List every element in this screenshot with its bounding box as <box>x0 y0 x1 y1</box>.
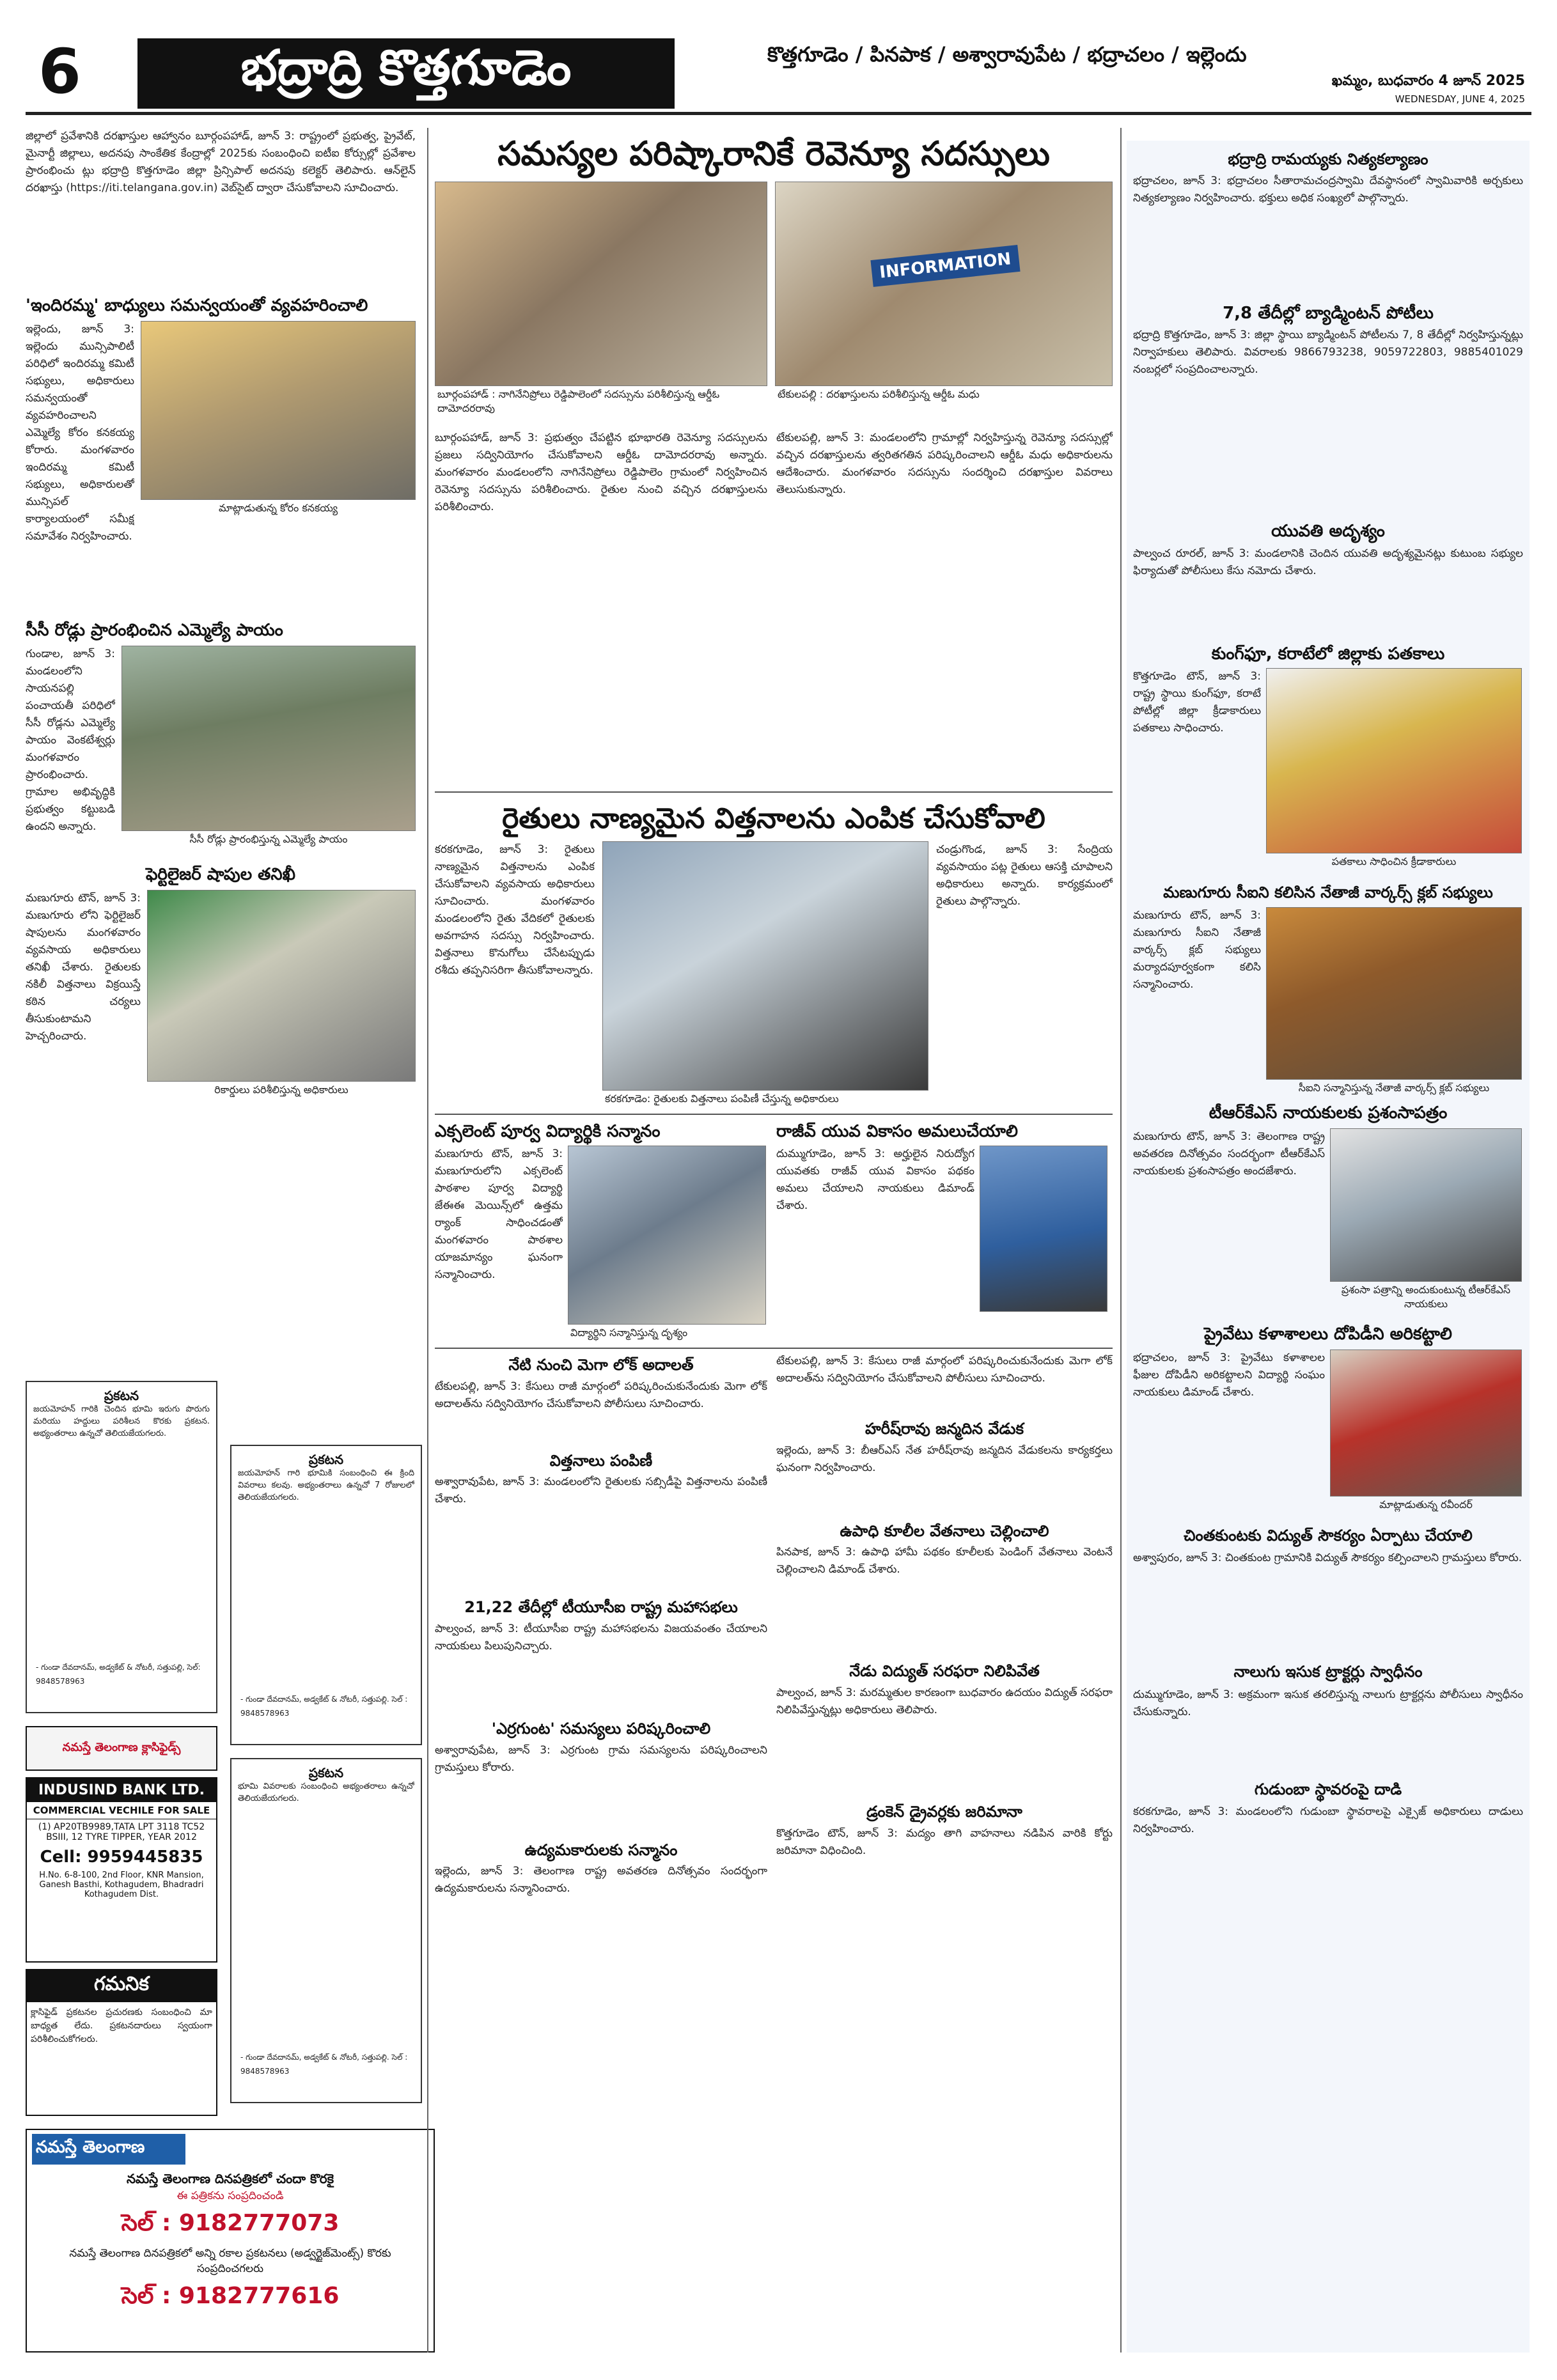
column-center <box>435 128 1113 2353</box>
notice-text: భూమి వివరాలకు సంబంధించి అభ్యంతరాలు ఉన్నచో తెలియజేయగలరు. <box>238 1782 414 1803</box>
brief-text: కొత్తగూడెం టౌన్, జూన్ 3: మద్యం తాగి వాహనాలు నడిపిన వారికి కోర్టు జరిమానా విధించింది. <box>776 1826 1113 1857</box>
story-indiramma-text: ఇల్లెందు, జూన్ 3: ఇల్లెందు మున్సిపాలిటీ పరిధిలో ఇందిరమ్మ కమిటీ సభ్యులు, అధికారులు సమన్వయంతో వ్యవహరించాలని ఎమ్మెల్యే కోరం కనకయ్య కోరారు. మంగళవారం ఇందిరమ్మ కమిటీ సభ్యులు, అధికారులతో మున్సిపల్ కార్యాలయంలో సమీక్ష సమావేశం నిర్వహించారు. <box>26 322 134 543</box>
brief-headline: నేడు విద్యుత్ సరఫరా నిలిపివేత <box>849 1662 1040 1681</box>
bank-phone: Cell: 9959445835 <box>40 1847 203 1867</box>
photo-caption: టేకులపల్లి : దరఖాస్తులను పరిశీలిస్తున్న ఆర్డీఓ మధు <box>778 387 980 400</box>
notice-contact: - గుండా దేవదానమ్, అడ్వకేట్ & నోటరీ, సత్తుపల్లి, సెల్: 9848578963 <box>36 1663 201 1686</box>
photo-revenue-meeting-2 <box>775 182 1113 386</box>
photo-trkgs-certificate <box>1330 1128 1522 1282</box>
brief-text: టేకులపల్లి, జూన్ 3: కేసులు రాజీ మార్గంలో పరిష్కరించుకునేందుకు మెగా లోక్ అదాలత్‌ను సద్వినియోగం చేసుకోవాలని పోలీసులు సూచించారు. <box>435 1380 767 1410</box>
brief-text: పాల్వంచ, జూన్ 3: మరమ్మతుల కారణంగా బుధవారం ఉదయం విద్యుత్ సరఫరా నిలిపివేస్తున్నట్లు అధికారులు తెలిపారు. <box>776 1686 1113 1717</box>
nt-line-2: ఈ పత్రికను సంప్రదించండి <box>176 2189 284 2202</box>
column-divider <box>1120 128 1122 2353</box>
photo-excellent-student <box>568 1146 766 1325</box>
excellent-text: మణుగూరు టౌన్, జూన్ 3: మణుగూరులోని ఎక్సలెంట్ పాఠశాల పూర్వ విద్యార్థి జేఈఈ మెయిన్స్‌లో ఉత్తమ ర్యాంక్ సాధించడంతో మంగళవారం పాఠశాల యాజమాన్యం ఘనంగా సన్మానించారు. <box>435 1147 563 1282</box>
gamanika-title: గమనిక <box>27 1970 216 2002</box>
nt-phone-1: సెల్ : 9182777073 <box>121 2210 340 2236</box>
notice-title: ప్రకటన <box>104 1388 139 1403</box>
nt-line-3: నమస్తే తెలంగాణ దినపత్రికలో అన్ని రకాల ప్రకటనలు (అడ్వర్టైజ్‌మెంట్స్) కొరకు సంప్రదించగలరు <box>69 2247 391 2275</box>
edition-places: కొత్తగూడెం / పినపాక / అశ్వారావుపేట / భద్రాచలం / ఇల్లెందు <box>767 42 1247 66</box>
column-right <box>1127 141 1530 2353</box>
brief-text: పాల్వంచ, జూన్ 3: టీయూసీఐ రాష్ట్ర మహాసభలను విజయవంతం చేయాలని నాయకులు పిలుపునిచ్చారు. <box>435 1622 767 1653</box>
notice-title: ప్రకటన <box>308 1452 344 1467</box>
information-sign: INFORMATION <box>870 245 1020 287</box>
photo-rajiv-leader <box>980 1146 1107 1312</box>
photo-fertilizer-shop <box>147 890 416 1082</box>
story-text: భద్రాచలం, జూన్ 3: భద్రాచలం సీతారామచంద్రస్వామి దేవస్థానంలో స్వామివారికి అర్చకులు నిత్యకల్యాణం నిర్వహించారు. భక్తులు అధిక సంఖ్యలో పాల్గొన్నారు. <box>1133 174 1523 205</box>
masthead <box>26 24 1531 115</box>
notice-text: జయమోహన్ గారికి చెందిన భూమి ఇరుగు పొరుగు మరియు హద్దులు పరిశీలన కొరకు ప్రకటన. అభ్యంతరాలు ఉన్నచో తెలియజేయగలరు. <box>33 1404 210 1438</box>
lead-story-text: జిల్లాలో ప్రవేశానికి దరఖాస్తుల ఆహ్వానం బూర్గంపహాడ్, జూన్ 3: రాష్ట్రంలో ప్రభుత్వ, ప్రైవేట్, మైనార్టీ జిల్లాలు, అదనపు సాంకేతిక కేంద్రాల్లో 2025కు సంబంధించి ఐటీఐ కోర్సుల్లో ప్రవేశాల ప్రారంభించు ట్లు భద్రాద్రి కొత్తగూడెం జిల్లా ప్రిన్సిపాల్ అదనపు కలెక్టర్ తెలిపారు. ఆన్‌లైన్ దరఖాస్తు (https://iti.telangana.gov.in) వెబ్‌సైట్ ద్వారా చేసుకోవాలని సూచించారు. <box>26 130 416 194</box>
photo-cc-roads <box>121 646 416 831</box>
story-headline: నాలుగు ఇసుక ట్రాక్టర్లు స్వాధీనం <box>1233 1663 1423 1681</box>
story-indiramma-headline: 'ఇందిరమ్మ' బాధ్యులు సమన్వయంతో వ్యవహరించాలి <box>26 296 368 315</box>
divider <box>435 791 1113 793</box>
story-headline: భద్రాద్రి రామయ్యకు నిత్యకల్యాణం <box>1228 150 1428 168</box>
story-text: భద్రాచలం, జూన్ 3: ప్రైవేటు కళాశాలల ఫీజుల దోపిడీని అరికట్టాలని విద్యార్థి సంఘం నాయకులు డిమాండ్ చేశారు. <box>1133 1351 1325 1399</box>
brief-headline: 'ఎర్రగుంట' సమస్యలు పరిష్కరించాలి <box>491 1720 711 1738</box>
bank-address: H.No. 6-8-100, 2nd Floor, KNR Mansion, Ganesh Basthi, Kothagudem, Bhadradri Kothagudem Dist. <box>39 1871 204 1899</box>
photo-caption: కరకగూడెం: రైతులకు విత్తనాలు పంపిణీ చేస్తున్న అధికారులు <box>605 1093 839 1105</box>
story-text: పాల్వంచ రూరల్, జూన్ 3: మండలానికి చెందిన యువతి అదృశ్యమైనట్లు కుటుంబ సభ్యుల ఫిర్యాదుతో పోలీసులు కేసు నమోదు చేశారు. <box>1133 547 1523 578</box>
date-english: WEDNESDAY, JUNE 4, 2025 <box>1395 93 1525 105</box>
story-cc-roads-text: గుండాల, జూన్ 3: మండలంలోని సాయనపల్లి పంచాయతీ పరిధిలో సీసీ రోడ్లను ఎమ్మెల్యే పాయం వెంకటేశ్వర్లు మంగళవారం ప్రారంభించారు. గ్రామాల అభివృద్ధికి ప్రభుత్వం కట్టుబడి ఉందని అన్నారు. <box>26 647 115 833</box>
divider <box>435 1114 1113 1115</box>
story-cc-roads-headline: సీసీ రోడ్లు ప్రారంభించిన ఎమ్మెల్యే పాయం <box>26 620 283 640</box>
nt-line-1: నమస్తే తెలంగాణ దినపత్రికలో చందా కొరకై <box>126 2171 334 2186</box>
story-text: అశ్వాపురం, జూన్ 3: చింతకుంట గ్రామానికి విద్యుత్ సౌకర్యం కల్పించాలని గ్రామస్తులు కోరారు. <box>1133 1552 1522 1565</box>
nt-logo: నమస్తే తెలంగాణ <box>32 2134 185 2165</box>
story-headline: 7,8 తేదీల్లో బ్యాడ్మింటన్ పోటీలు <box>1223 303 1434 323</box>
excellent-headline: ఎక్సలెంట్ పూర్వ విద్యార్థికి సన్మానం <box>435 1122 661 1142</box>
notice-title: ప్రకటన <box>308 1765 344 1780</box>
brief-headline: ఉపాధి కూలీల వేతనాలు చెల్లించాలి <box>840 1521 1049 1540</box>
photo-revenue-meeting-1 <box>435 182 767 386</box>
seeds-headline: రైతులు నాణ్యమైన విత్తనాలను ఎంపిక చేసుకోవాలి <box>502 802 1045 835</box>
brief-headline: నేటి నుంచి మెగా లోక్ అదాలత్ <box>508 1356 694 1374</box>
notice-contact: - గుండా దేవదానమ్, అడ్వకేట్ & నోటరీ, సత్తుపల్లి. సెల్ : 9848578963 <box>240 1695 408 1718</box>
photo-caption: రికార్డులు పరిశీలిస్తున్న అధికారులు <box>214 1083 348 1096</box>
divider <box>435 1348 1113 1349</box>
photo-caption: సీఐని సన్మానిస్తున్న నేతాజీ వార్కర్స్ క్లబ్ సభ్యులు <box>1298 1081 1490 1094</box>
brief-text: అశ్వారావుపేట, జూన్ 3: మండలంలోని రైతులకు సబ్సిడీపై విత్తనాలను పంపిణీ చేశారు. <box>435 1475 767 1506</box>
story-headline: గుడుంబా స్థావరంపై దాడి <box>1254 1780 1402 1798</box>
bank-ad <box>26 1777 217 1963</box>
photo-seeds-distribution <box>602 841 928 1091</box>
brief-text: ఇల్లెందు, జూన్ 3: బీఆర్ఎస్ నేత హరీష్‌రావు జన్మదిన వేడుకలను కార్యకర్తలు ఘనంగా నిర్వహించారు. <box>776 1443 1113 1474</box>
notice-text: జయమోహన్ గారి భూమికి సంబంధించి ఈ క్రింది వివరాలు కలవు. అభ్యంతరాలు ఉన్నచో 7 రోజులలో తెలియజేయగలరు. <box>238 1468 414 1502</box>
page-number: 6 <box>38 36 81 107</box>
notice-ad-2 <box>230 1445 422 1745</box>
story-text: దుమ్ముగూడెం, జూన్ 3: అక్రమంగా ఇసుక తరలిస్తున్న నాలుగు ట్రాక్టర్లను పోలీసులు స్వాధీనం చేసుకున్నారు. <box>1133 1688 1523 1718</box>
photo-caption: మాట్లాడుతున్న రవీందర్ <box>1379 1498 1473 1511</box>
seeds-text-b: చండ్రుగొండ, జూన్ 3: సేంద్రియ వ్యవసాయం పట్ల రైతులు ఆసక్తి చూపాలని అధికారులు అన్నారు. కార్యక్రమంలో రైతులు పాల్గొన్నారు. <box>936 843 1113 908</box>
story-headline: యువతి అదృశ్యం <box>1271 522 1385 541</box>
brief-text: అశ్వారావుపేట, జూన్ 3: ఎర్రగుంట గ్రామ సమస్యలను పరిష్కరించాలని గ్రామస్తులు కోరారు. <box>435 1743 767 1774</box>
main-story-text-b: టేకులపల్లి, జూన్ 3: మండలంలోని గ్రామాల్లో నిర్వహిస్తున్న రెవెన్యూ సదస్సుల్లో వచ్చిన దరఖాస్తులను త్వరితగతిన పరిష్కరించాలని ఆర్డీఓ మధు అధికారులను ఆదేశించారు. మంగళవారం సదస్సును సందర్శించి దరఖాస్తుల వివరాలు తెలుసుకున్నారు. <box>776 431 1113 496</box>
photo-student-union <box>1330 1349 1522 1497</box>
photo-indiramma-meeting <box>141 321 416 500</box>
photo-caption: బూర్గంపహాడ్ : నాగినేనిప్రోలు రెడ్డిపాలెంలో సదస్సును పరిశీలిస్తున్న ఆర్డీఓ దామోదరరావు <box>437 387 720 414</box>
bank-name: INDUSIND BANK LTD. <box>27 1778 216 1802</box>
ads-left <box>26 1381 435 2353</box>
nt-phone-2: సెల్ : 9182777616 <box>121 2283 340 2309</box>
bank-vehicle-detail: (1) AP20TB9989,TATA LPT 3118 TC52 BSIII, 12 TYRE TIPPER, YEAR 2012 <box>38 1822 205 1842</box>
story-headline: మణుగూరు సీఐని కలిసిన నేతాజీ వార్కర్స్ క్లబ్ సభ్యులు <box>1163 883 1493 902</box>
notice-ad-1 <box>26 1381 217 1713</box>
story-headline: టీఆర్‌కేఎస్ నాయకులకు ప్రశంసాపత్రం <box>1209 1103 1448 1123</box>
story-text: మణుగూరు టౌన్, జూన్ 3: మణుగూరు సీఐని నేతాజీ వార్కర్స్ క్లబ్ సభ్యులు మర్యాదపూర్వకంగా కలిసి సన్మానించారు. <box>1133 908 1261 991</box>
photo-caption: విద్యార్థిని సన్మానిస్తున్న దృశ్యం <box>570 1326 688 1339</box>
brief-headline: ఉద్యమకారులకు సన్మానం <box>524 1840 678 1859</box>
main-story-text-a: బూర్గంపహాడ్, జూన్ 3: ప్రభుత్వం చేపట్టిన భూభారతి రెవెన్యూ సదస్సులను ప్రజలు సద్వినియోగం చేసుకోవాలని ఆర్డీఓ దామోదరరావు అన్నారు. మంగళవారం మండలంలోని నాగినేనిప్రోలు రెడ్డిపాలెం గ్రామంలో నిర్వహించిన రెవెన్యూ సదస్సును పరిశీలించారు. రైతుల నుంచి వచ్చిన దరఖాస్తులను పరిశీలించారు. <box>435 431 767 513</box>
photo-caption: సీసీ రోడ్లు ప్రారంభిస్తున్న ఎమ్మెల్యే పాయం <box>189 832 348 845</box>
story-headline: చింతకుంటకు విద్యుత్ సౌకర్యం ఏర్పాటు చేయాలి <box>1184 1526 1473 1544</box>
gamanika-box <box>26 1969 217 2116</box>
seeds-text-a: కరకగూడెం, జూన్ 3: రైతులు నాణ్యమైన విత్తనాలను ఎంపిక చేసుకోవాలని వ్యవసాయ అధికారులు సూచించారు. మంగళవారం మండలంలోని రైతు వేదికలో రైతులకు అవగాహన సదస్సు నిర్వహించారు. విత్తనాలు కొనుగోలు చేసేటప్పుడు రశీదు తప్పనిసరిగా తీసుకోవాలన్నారు. <box>435 843 595 977</box>
story-text: భద్రాద్రి కొత్తగూడెం, జూన్ 3: జిల్లా స్థాయి బ్యాడ్మింటన్ పోటీలను 7, 8 తేదీల్లో నిర్వహిస్తున్నట్లు నిర్వాహకులు తెలిపారు. వివరాలకు 9866793238, 9059722803, 9885401029 నంబర్లలో సంప్రదించాలన్నారు. <box>1133 329 1523 377</box>
story-fertilizer-text: మణుగూరు టౌన్, జూన్ 3: మణుగూరు లోని ఫెర్టిలైజర్ షాపులను మంగళవారం వ్యవసాయ అధికారులు తనిఖీ చేశారు. రైతులకు నకిలీ విత్తనాలు విక్రయిస్తే కఠిన చర్యలు తీసుకుంటామని హెచ్చరించారు. <box>26 891 141 1043</box>
story-headline: ప్రైవేటు కళాశాలలు దోపిడీని అరికట్టాలి <box>1204 1324 1452 1344</box>
photo-kungfu-medals <box>1266 668 1522 853</box>
photo-caption: మాట్లాడుతున్న కోరం కనకయ్య <box>218 501 338 514</box>
gamanika-text: క్లాసిఫైడ్ ప్రకటనల ప్రచురణకు సంబంధించి మా బాధ్యత లేదు. ప్రకటనదారులు స్వయంగా పరిశీలించుకోగలరు. <box>31 2007 212 2044</box>
brief-headline: హరీష్‌రావు జన్మదిన వేడుక <box>865 1420 1024 1438</box>
rajiv-headline: రాజీవ్ యువ వికాసం అమలుచేయాలి <box>776 1122 1018 1142</box>
brief-headline: 21,22 తేదీల్లో టీయూసీఐ రాష్ట్ర మహాసభలు <box>464 1598 738 1617</box>
classified-logo <box>26 1726 217 1771</box>
notice-ad-3 <box>230 1758 422 2103</box>
notice-contact: - గుండా దేవదానమ్, అడ్వకేట్ & నోటరీ, సత్తుపల్లి. సెల్ : 9848578963 <box>240 2053 408 2076</box>
photo-ci-felicitation <box>1266 907 1522 1080</box>
date-telugu: ఖమ్మం, బుధవారం 4 జూన్ 2025 <box>1331 73 1525 89</box>
story-text: కొత్తగూడెం టౌన్, జూన్ 3: రాష్ట్ర స్థాయి కుంగ్‌ఫూ, కరాటే పోటీల్లో జిల్లా క్రీడాకారులు పతకాలు సాధించారు. <box>1133 670 1261 735</box>
story-fertilizer-headline: ఫెర్టిలైజర్ షాపుల తనిఖీ <box>145 864 296 884</box>
rajiv-text: దుమ్ముగూడెం, జూన్ 3: అర్హులైన నిరుద్యోగ యువతకు రాజీవ్ యువ వికాసం పథకం అమలు చేయాలని నాయకులు డిమాండ్ చేశారు. <box>776 1147 974 1213</box>
namaste-telangana-ad <box>26 2129 435 2353</box>
story-text: కరకగూడెం, జూన్ 3: మండలంలోని గుడుంబా స్థావరాలపై ఎక్సైజ్ అధికారులు దాడులు నిర్వహించారు. <box>1133 1805 1523 1836</box>
photo-caption: పతకాలు సాధించిన క్రీడాకారులు <box>1331 855 1457 868</box>
continued-text: టేకులపల్లి, జూన్ 3: కేసులు రాజీ మార్గంలో పరిష్కరించుకునేందుకు మెగా లోక్ అదాలత్‌ను సద్వినియోగం చేసుకోవాలని పోలీసులు సూచించారు. <box>776 1355 1113 1385</box>
classified-logo-text: నమస్తే తెలంగాణ క్లాసిఫైడ్స్ <box>62 1740 181 1754</box>
brief-headline: విత్తనాలు పంపిణీ <box>549 1451 653 1470</box>
main-headline: సమస్యల పరిష్కారానికే రెవెన్యూ సదస్సులు <box>497 135 1050 173</box>
brief-text: పినపాక, జూన్ 3: ఉపాధి హామీ పథకం కూలీలకు పెండింగ్ వేతనాలు వెంటనే చెల్లించాలని డిమాండ్ చేశారు. <box>776 1546 1113 1576</box>
column-divider <box>427 128 428 2353</box>
brief-text: ఇల్లెందు, జూన్ 3: తెలంగాణ రాష్ట్ర అవతరణ దినోత్సవం సందర్భంగా ఉద్యమకారులను సన్మానించారు. <box>435 1865 767 1895</box>
brief-headline: డ్రంకెన్ డ్రైవర్లకు జరిమానా <box>866 1803 1022 1821</box>
dateline <box>1332 72 1525 108</box>
photo-caption: ప్రశంసా పత్రాన్ని అందుకుంటున్న టీఆర్‌కేఎస్ నాయకులు <box>1341 1283 1511 1310</box>
story-headline: కుంగ్‌ఫూ, కరాటేలో జిల్లాకు పతకాలు <box>1211 644 1445 664</box>
page-title: భద్రాద్రి కొత్తగూడెం <box>137 38 675 109</box>
story-text: మణుగూరు టౌన్, జూన్ 3: తెలంగాణ రాష్ట్ర అవతరణ దినోత్సవం సందర్భంగా టీఆర్‌కేఎస్ నాయకులకు ప్రశంసాపత్రం అందజేశారు. <box>1133 1130 1325 1178</box>
bank-sale-line: COMMERCIAL VECHILE FOR SALE <box>27 1802 216 1819</box>
